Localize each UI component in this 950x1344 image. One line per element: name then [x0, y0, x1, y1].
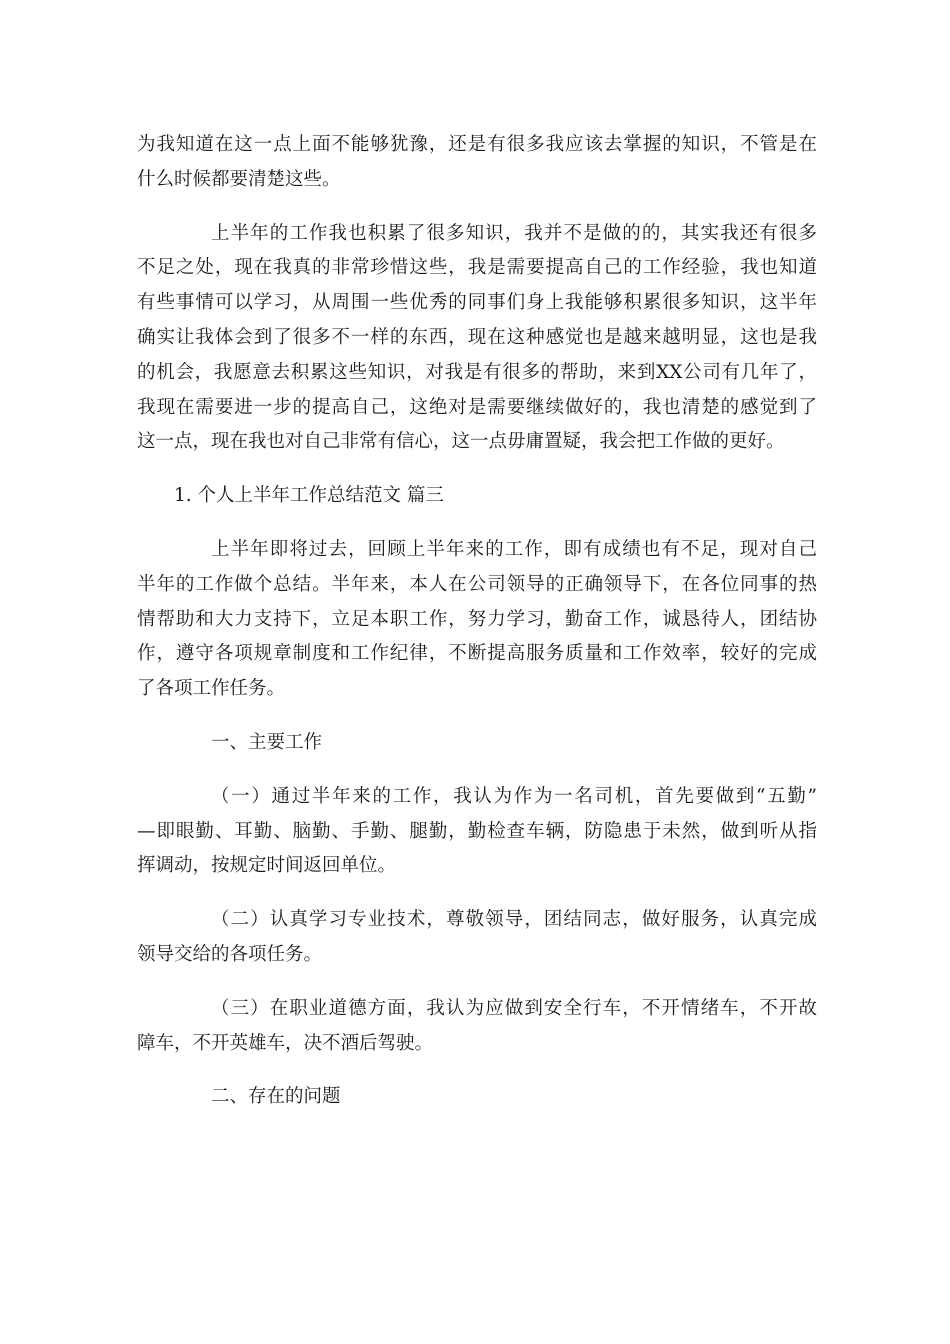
- text-line: 半年的工作做个总结。半年来，本人在公司领导的正确领导下，在各位同事的热: [137, 573, 817, 595]
- text-line: 有些事情可以学习，从周围一些优秀的同事们身上我能够积累很多知识，这半年: [137, 292, 817, 314]
- text-line: （二）认真学习专业技术，尊敬领导，团结同志，做好服务，认真完成: [211, 909, 817, 931]
- paragraph-first-half-summary: [137, 217, 817, 461]
- subsection-heading-problems: [137, 1080, 817, 1115]
- heading-text: 二、存在的问题: [211, 1086, 341, 1108]
- text-line: 障车，不开英雄车，决不酒后驾驶。: [137, 1032, 434, 1054]
- text-line: 上半年即将过去，回顾上半年来的工作，即有成绩也有不足，现对自己: [211, 538, 817, 560]
- text-line: 这一点，现在我也对自己非常有信心，这一点毋庸置疑，我会把工作做的更好。: [137, 431, 785, 453]
- text-line: （一）通过半年来的工作，我认为作为一名司机，首先要做到“五勤”: [211, 785, 817, 807]
- text-line: 了各项工作任务。: [137, 678, 286, 700]
- paragraph-intro: [137, 533, 817, 707]
- text-line: 挥调动，按规定时间返回单位。: [137, 855, 397, 877]
- text-line: 为我知道在这一点上面不能够犹豫，还是有很多我应该去掌握的知识，不管是在: [137, 134, 817, 155]
- paragraph-item-one: [137, 780, 817, 884]
- heading-text: 一、主要工作: [211, 731, 323, 753]
- text-line: 不足之处，现在我真的非常珍惜这些，我是需要提高自己的工作经验，我也知道: [137, 257, 817, 279]
- document-body: [137, 128, 817, 1134]
- text-line: 什么时候都要清楚这些。: [137, 168, 341, 190]
- text-line: 我现在需要进一步的提高自己，这绝对是需要继续做好的，我也清楚的感觉到了: [137, 396, 817, 418]
- paragraph-item-three: [137, 992, 817, 1062]
- text-line: —即眼勤、耳勤、脑勤、手勤、腿勤，勤检查车辆，防隐患于未然，做到听从指: [137, 820, 817, 842]
- paragraph-continuation: [137, 128, 817, 198]
- text-line: （三）在职业道德方面，我认为应做到安全行车，不开情绪车，不开故: [211, 997, 817, 1019]
- heading-text: 1. 个人上半年工作总结范文 篇三: [174, 485, 444, 507]
- text-line: 情帮助和大力支持下，立足本职工作，努力学习，勤奋工作，诚恳待人，团结协: [137, 608, 817, 630]
- text-line: 确实让我体会到了很多不一样的东西，现在这种感觉也是越来越明显，这也是我: [137, 326, 817, 348]
- text-line: 作，遵守各项规章制度和工作纪律，不断提高服务质量和工作效率，较好的完成: [137, 643, 817, 665]
- paragraph-item-two: [137, 903, 817, 973]
- subsection-heading-main-work: [137, 726, 817, 761]
- text-line: 上半年的工作我也积累了很多知识，我并不是做的的，其实我还有很多: [211, 222, 817, 244]
- text-line: 的机会，我愿意去积累这些知识，对我是有很多的帮助，来到XX公司有几年了，: [137, 361, 817, 383]
- text-line: 领导交给的各项任务。: [137, 943, 323, 965]
- section-heading: [137, 479, 817, 514]
